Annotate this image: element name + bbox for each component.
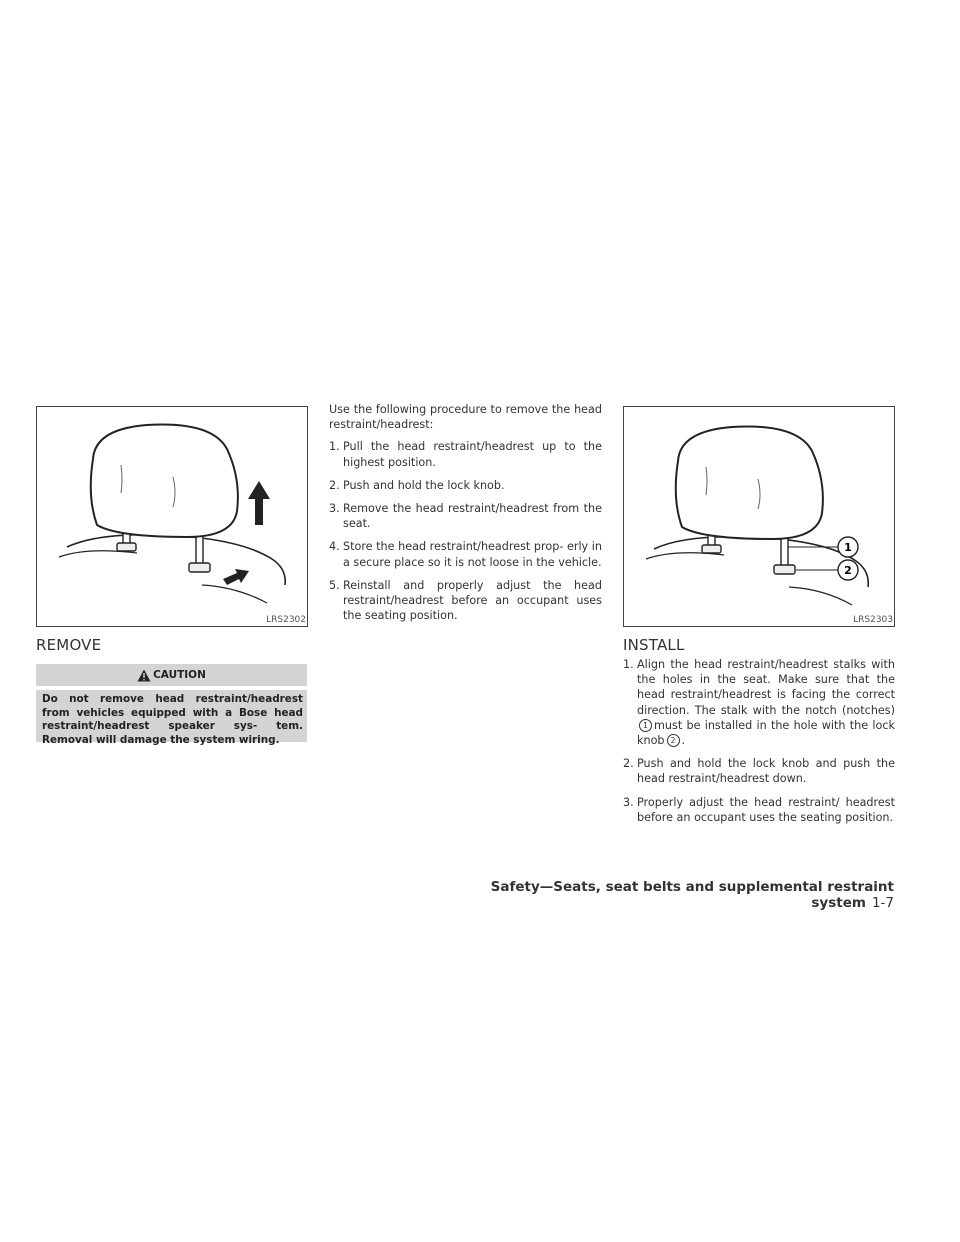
list-item: 1. Pull the head restraint/headrest up to the highest position. (329, 440, 602, 469)
install-steps (623, 657, 895, 825)
headrest-remove-drawing (37, 407, 307, 626)
list-item: 5. Reinstall and properly adjust the head restraint/headrest before an occupant uses the seating position. (329, 578, 602, 623)
install-illustration (623, 406, 895, 627)
warning-icon (137, 669, 151, 682)
procedure-steps (329, 439, 602, 623)
list-item: 3. Properly adjust the head restraint/ headrest before an occupant uses the seating position. (623, 795, 895, 824)
list-item: 4. Store the head restraint/headrest prop- erly in a secure place so it is not loose in the vehicle. (329, 540, 602, 569)
caution-title: CAUTION (153, 669, 206, 681)
callout-1-ref: 1 (639, 719, 652, 732)
callout-2-ref: 2 (667, 734, 680, 747)
remove-procedure (329, 402, 602, 631)
list-item: 1. Align the head restraint/headrest stalks with the holes in the seat. Make sure that the head restraint/headrest is facing the correct direction. The stalk with the notch (notches)1 must be installed in the hole with the lock knob 2 . (623, 658, 895, 748)
figure-code: LRS2302 (266, 615, 306, 625)
procedure-intro: Use the following procedure to remove the head restraint/headrest: (329, 403, 602, 432)
list-item: 2. Push and hold the lock knob and push the head restraint/headrest down. (623, 757, 895, 786)
callout-1-label: 1 (844, 541, 852, 554)
list-item: 2. Push and hold the lock knob. (329, 478, 505, 492)
remove-heading: REMOVE (36, 636, 102, 654)
install-heading: INSTALL (623, 636, 685, 654)
remove-illustration (36, 406, 308, 627)
figure-code: LRS2303 (853, 615, 893, 625)
list-item: 3. Remove the head restraint/headrest from the seat. (329, 502, 602, 531)
caution-text: Do not remove head restraint/headrest from vehicles equipped with a Bose head restraint/headrest speaker sys- tem. Removal will damage the system wiring. (36, 690, 307, 742)
caution-header (36, 664, 307, 686)
section-title: Safety—Seats, seat belts and supplemental restraint system (490, 879, 894, 911)
callout-2-label: 2 (844, 564, 852, 577)
install-procedure (623, 657, 895, 833)
page-footer (420, 879, 894, 911)
page-number: 1-7 (871, 895, 894, 911)
headrest-install-drawing (624, 407, 894, 626)
